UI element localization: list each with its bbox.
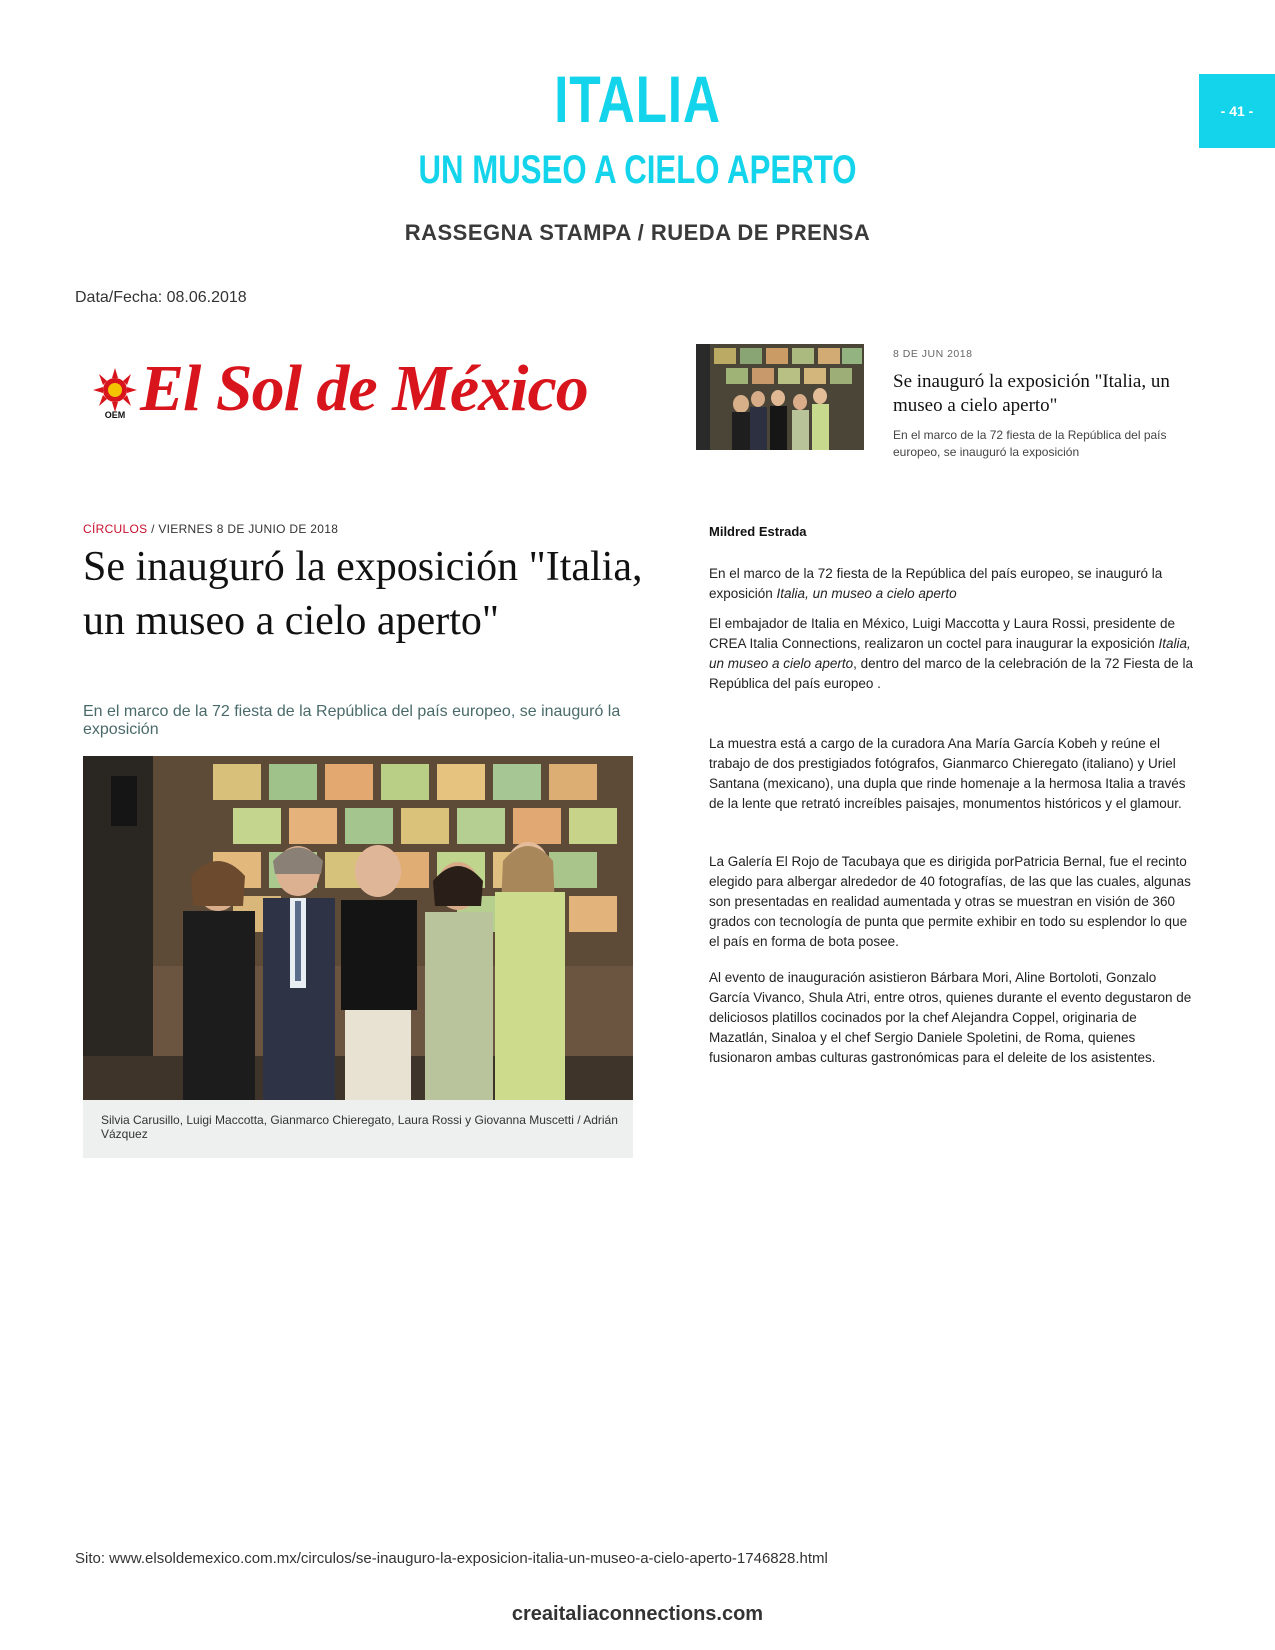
article-author: Mildred Estrada	[709, 524, 807, 539]
exhibition-title: Italia, un museo a cielo aperto	[709, 636, 1191, 671]
source-url: Sito: www.elsoldemexico.com.mx/circulos/se-inauguro-la-exposicion-italia-un-museo-a-cielo-aperto-1746828.html	[75, 1550, 828, 1567]
article-paragraph-2: El embajador de Italia en México, Luigi Maccotta y Laura Rossi, presidente de CREA Italia Connections, realizaron un coctel para inaugurar la exposición Italia, un museo a cielo aperto, dentro del marco de la celebración de la 72 Fiesta de la República del país europeo .	[709, 616, 1194, 691]
sun-icon	[88, 366, 142, 420]
page-number-badge: - 41 -	[1199, 74, 1275, 148]
preview-date: 8 DE JUN 2018	[893, 348, 973, 360]
article-date: / VIERNES 8 DE JUNIO DE 2018	[151, 522, 339, 536]
page-subtitle: UN MUSEO A CIELO APERTO	[418, 148, 857, 192]
photo-caption: Silvia Carusillo, Luigi Maccotta, Gianmarco Chieregato, Laura Rossi y Giovanna Muscetti / Adrián Vázquez	[101, 1113, 618, 1141]
date-line: Data/Fecha: 08.06.2018	[75, 289, 247, 306]
article-photo	[83, 756, 633, 1100]
preview-title-link[interactable]: Se inauguró la exposición "Italia, un museo a cielo aperto"	[893, 371, 1170, 416]
section-link[interactable]: CÍRCULOS	[83, 522, 148, 536]
thumbnail-image[interactable]	[696, 344, 864, 450]
footer-site: creaitaliaconnections.com	[511, 1603, 764, 1625]
logo-wordmark: El Sol de México	[140, 352, 588, 425]
newspaper-logo	[88, 354, 628, 434]
article-meta	[83, 522, 338, 536]
page-title: ITALIA	[554, 62, 721, 136]
article-dek: En el marco de la 72 fiesta de la República del país europeo, se inauguró la exposición	[83, 703, 621, 738]
article-paragraph-4: La Galería El Rojo de Tacubaya que es dirigida porPatricia Bernal, fue el recinto elegido para albergar alrededor de 40 fotografías, de las que las cuales, algunas son presentadas en realidad aumentada y otras se muestran en visión de 360 grados con tecnología de punta que permite exhibir en todo su esplendor lo que el país en forma de bota posee.	[709, 854, 1191, 949]
article-paragraph-5: Al evento de inauguración asistieron Bárbara Mori, Aline Bortoloti, Gonzalo García Vivanco, Shula Atri, entre otros, quienes durante el evento degustaron de deliciosos platillos cocinados por la chef Alejandra Coppel, originaria de Mazatlán, Sinaloa y el chef Sergio Daniele Spoletini, de Roma, quienes fusionaron ambas culturas gastronómicas para el deleite de los asistentes.	[709, 970, 1192, 1065]
section-heading: RASSEGNA STAMPA / RUEDA DE PRENSA	[404, 220, 871, 245]
exhibition-title: Italia, un museo a cielo aperto	[776, 586, 957, 601]
oem-badge: OEM	[104, 410, 126, 420]
article-paragraph-3: La muestra está a cargo de la curadora Ana María García Kobeh y reúne el trabajo de dos prestigiados fotógrafos, Gianmarco Chieregato (italiano) y Uriel Santana (mexicano), una dupla que rinde homenaje a la hermosa Italia a través de la lente que retrató increíbles paisajes, monumentos históricos y el glamour.	[709, 736, 1186, 811]
preview-description: En el marco de la 72 fiesta de la República del país europeo, se inauguró la exposición	[893, 428, 1167, 459]
article-headline: Se inauguró la exposición "Italia, un museo a cielo aperto"	[83, 544, 643, 644]
article-paragraph-1: En el marco de la 72 fiesta de la República del país europeo, se inauguró la exposición Italia, un museo a cielo aperto	[709, 566, 1163, 601]
